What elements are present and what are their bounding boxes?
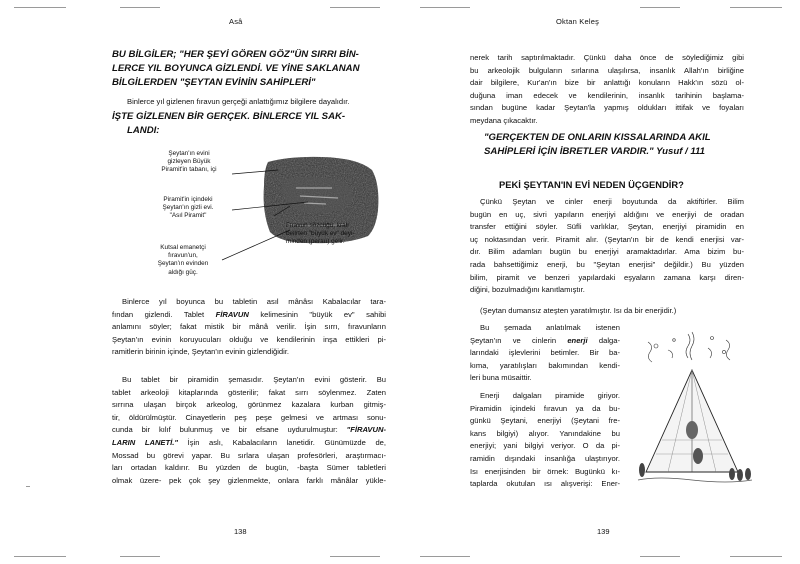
figure-label-base: Şeytan'ın evini gizleyen Büyük Piramit'in tabanı, içi xyxy=(161,150,217,174)
emphasis: LARIN LANETİ." xyxy=(112,437,178,447)
emphasis: enerji xyxy=(567,335,588,345)
figure-label-pharaoh-word: Fıravun sözcüğü, kralı belirten "büyük ev" deyi- minden (perau) gelir. xyxy=(286,222,355,246)
subheading xyxy=(112,110,386,138)
heading-line: BU BİLGİLER; "HER ŞEYİ GÖREN GÖZ"ÜN SIRRI BİN- xyxy=(112,49,359,60)
body-paragraph: Enerji dalgaları piramide giriyor. Piramidin içindeki fıravun ya da bu- günkü Şeytani, enerjiyi (Şeytani fre- kans bilgiyi) alıyor. Yanındakine bu enerjiyi; yani bilgiyi veriyor. O da pi- ramidin dışındaki insanlığa ulaştırıyor. Isı enerjisinden bir örnek: Bugünkü kı- taplarda okutulan ısı alışverişi: Ener- xyxy=(470,391,620,489)
heading-line: BİLGİLERDEN "ŞEYTAN EVİNİN SAHİPLERİ" xyxy=(112,77,316,88)
subheading-line: LANDI: xyxy=(127,125,160,136)
emphasis: FİRAVUN xyxy=(215,309,249,319)
body-paragraph: Bu tablet bir piramidin şemasıdır. Şeytan'ın evini gösterir. Bu tablet arkeoloji kitaplarında gösterilir; fakat sırrı söylenmez. Zaten sırrına ulaşan birçok arkeolog, görünmez kazalara kurban gitmiş- tir, öldürülmüştür. Cinayetlerin peş peşe gelmesi ve artması sonu- cunda bir kılıf bulunmuş ve bir efsane uydurulmuştur: "FİRAVUN- LARIN LANETİ." İşin aslı, Kabalacıların lanetidir. Günümüzde de, Mossad bu görevi yapar. Bu sırlara ulaşan profesörleri, araştırmacı- ları ortadan kaldırır. Bu yüzden de bugün, -başta Sümer tabletleri olmak üzere- pek çok şey gizlenmekte, onlara farklı mânâlar yükle- xyxy=(112,375,386,485)
parenthetical-note: (Şeytan dumansız ateşten yaratılmıştır. Isı da bir enerjidir.) xyxy=(480,306,677,315)
body-paragraph: Binlerce yıl boyunca bu tabletin asıl mânâsı Kabalacılar tara- fından gizlendi. Tablet FİRAVUN kelimesinin "büyük ev" sahibi anlamını söyler; fakat mistik bir mânâ verilir. İşin sırrı, fıravunların Şeytan'ın evinin koruyucuları olduğu ve kendilerinin inşa ettikleri pi- ramitlerin birinin içinde, Şeytan'ın evinin gizlendiğidir. xyxy=(112,297,386,357)
heading-line: LERCE YIL BOYUNCA GİZLENDİ. VE YİNE SAKLANAN xyxy=(112,63,360,74)
body-paragraph: nerek tarih saptırılmaktadır. Çünkü daha önce de söylediğimiz gibi bu arkeolojik bulguların sırlarına ulaşılırsa, insanlık Allah'ın birliğine dair bilgilere, Kur'an'ın bize bir anlattığı konuların Hakk'ın sözü ol- duğuna iman edecek ve kendilerinin, insanlık tarihinin başlama- sından bugüne kadar Şeytan'la yapmış oldukları ittifak ve foyaları meydana çıkacaktır. xyxy=(470,53,744,125)
running-head: Asâ xyxy=(229,17,243,26)
figure-label-power: Kutsal emanetçi fıravun'un, Şeytan'ın evinden aldığı güç. xyxy=(157,244,209,276)
emphasis: "FİRAVUN- xyxy=(346,425,386,435)
subheading-line: İŞTE GİZLENEN BİR GERÇEK. BİNLERCE YIL SAK- xyxy=(112,111,346,122)
body-paragraph: Bu şemada anlatılmak istenen Şeytan'ın ve cinlerin enerji dalga- larındaki işlevlerini betimler. Bir ba- kıma, yaratılışları bakımından kendi- leri buna müsaittir. xyxy=(470,323,620,383)
body-paragraph: Çünkü Şeytan ve cinler enerji boyutunda da aktiftirler. Bilim bugün en uç, sivri yapıların enerjiyi aldığını ve enerjiyi de oradan transfer ettiğini söyler. Süfli varlıklar, Şeytan, enerjiyi piramidin en uç noktasından verir. Piramit alır. (Şeytan'ın bir de kendi enerjisi var- dır. Bilim adamları bugün bu enerjiyi aramaktadırlar. Ama bizim bu- rada bahsettiğimiz enerji, bu "Şeytan enerjisi" değildir.) Bu yüzden bilim, piramit ve benzeri yapılardaki eşyaların zamana karşı diren- diğini, bozulmadığını kanıtlamıştır. xyxy=(470,197,744,295)
energy-waves xyxy=(648,332,730,362)
section-heading: PEKİ ŞEYTAN'IN EVİ NEDEN ÜÇGENDİR? xyxy=(499,179,684,190)
intro-line: Binlerce yıl gizlenen fıravun gerçeği anlattığımız bilgilere dayalıdır. xyxy=(127,97,350,106)
page-number: 138 xyxy=(234,527,247,536)
section-heading xyxy=(112,48,386,90)
verse-quote: "GERÇEKTEN DE ONLARIN KISSALARINDA AKIL SAHİPLERİ İÇİN İBRETLER VARDIR." Yusuf / 111 xyxy=(484,132,711,157)
tablet-figure xyxy=(100,140,400,300)
figure-label-hidden-house: Piramit'in içindeki Şeytan'ın gizli evi. "Asıl Piramit" xyxy=(162,196,214,220)
running-head: Oktan Keleş xyxy=(556,17,600,26)
page-number: 139 xyxy=(597,527,610,536)
pyramid-illustration xyxy=(628,330,756,490)
right-page xyxy=(400,0,800,564)
